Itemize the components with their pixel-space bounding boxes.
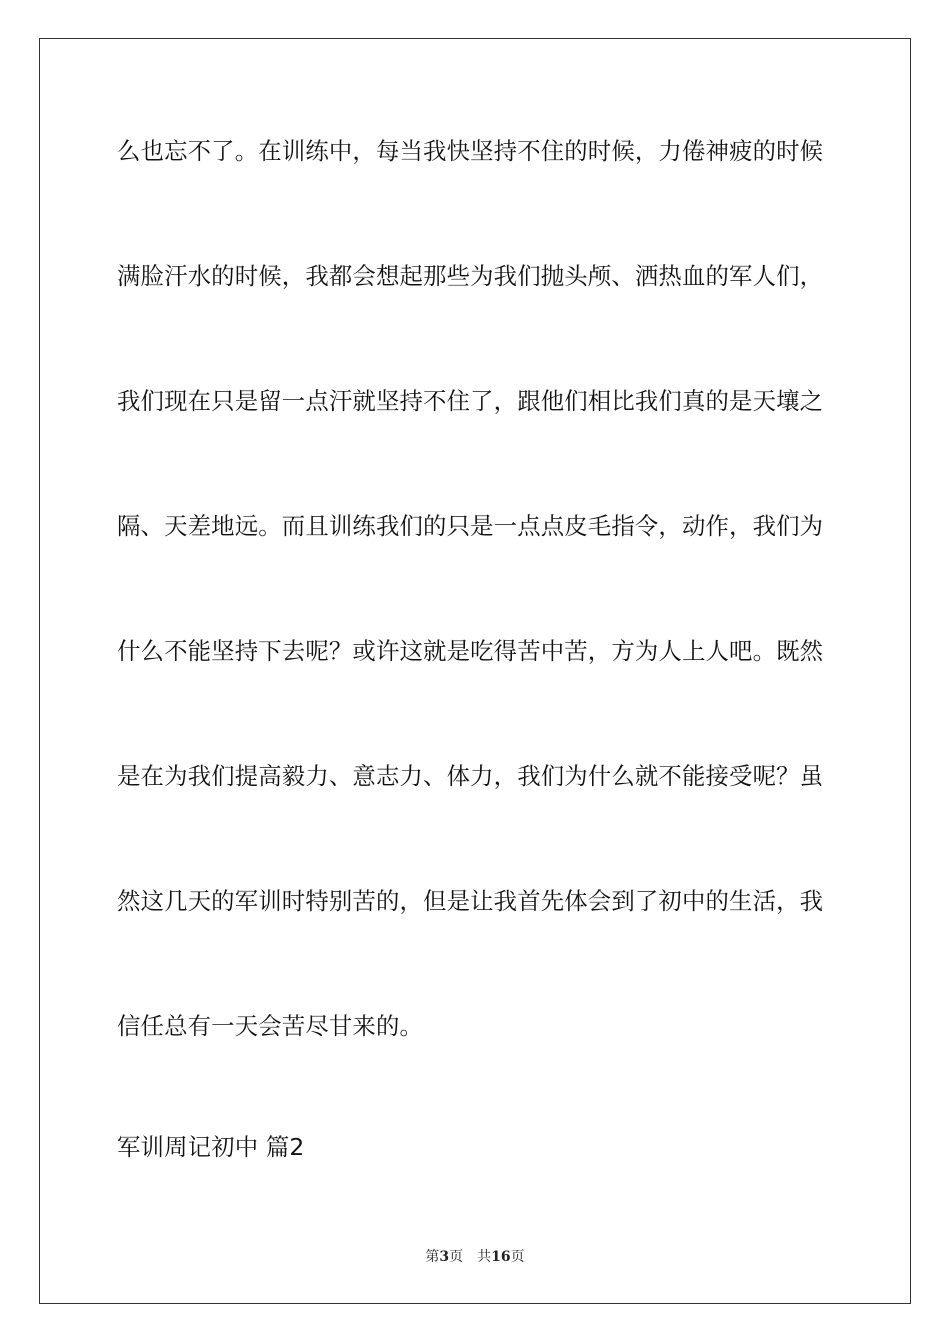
paragraph-line: 我们现在只是留一点汗就坚持不住了，跟他们相比我们真的是天壤之 (117, 387, 824, 415)
paragraph-line: 什么不能坚持下去呢？或许这就是吃得苦中苦，方为人上人吧。既然 (117, 637, 824, 665)
total-suffix: 页 (510, 1249, 525, 1265)
section-heading: 军训周记初中 篇2 (117, 1133, 305, 1161)
page-suffix: 页 (449, 1249, 464, 1265)
paragraph-line: 然这几天的军训时特别苦的，但是让我首先体会到了初中的生活，我 (117, 887, 824, 915)
total-prefix: 共 (477, 1249, 492, 1265)
page-prefix: 第 (425, 1249, 440, 1265)
paragraph-line: 么也忘不了。在训练中，每当我快坚持不住的时候，力倦神疲的时候 (117, 137, 824, 165)
total-pages: 16 (491, 1249, 511, 1265)
paragraph-line: 隔、天差地远。而且训练我们的只是一点点皮毛指令，动作，我们为 (117, 512, 824, 540)
page-border (39, 38, 911, 1304)
page-number: 3 (439, 1249, 450, 1265)
paragraph-line: 信任总有一天会苦尽甘来的。 (117, 1012, 424, 1040)
paragraph-line: 是在为我们提高毅力、意志力、体力，我们为什么就不能接受呢？虽 (117, 762, 824, 790)
paragraph-line: 满脸汗水的时候，我都会想起那些为我们抛头颅、洒热血的军人们， (117, 262, 824, 290)
page-footer (0, 1247, 950, 1267)
